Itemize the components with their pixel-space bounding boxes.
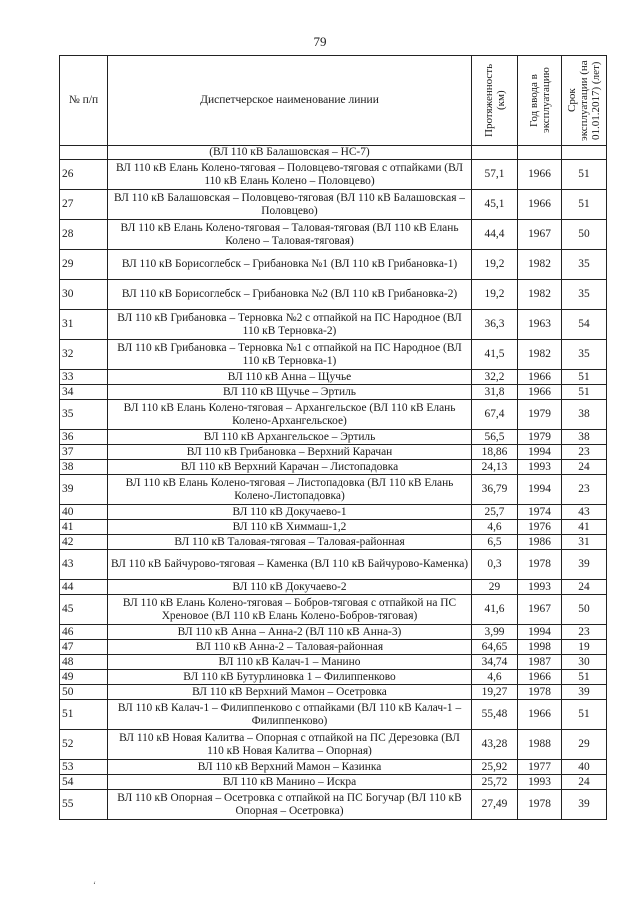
length-cell: 36,79 <box>472 475 518 505</box>
line-name-cell: ВЛ 110 кВ Калач-1 – Филиппенково с отпайками (ВЛ 110 кВ Калач-1 – Филиппенково) <box>108 700 472 730</box>
line-name-cell: ВЛ 110 кВ Бутурлиновка 1 – Филиппенково <box>108 670 472 685</box>
table-row <box>60 775 607 790</box>
table-row <box>60 505 607 520</box>
year-cell: 1966 <box>518 370 562 385</box>
row-number-cell: 47 <box>60 640 108 655</box>
term-cell: 51 <box>562 370 607 385</box>
table-row <box>60 700 607 730</box>
row-number-cell: 49 <box>60 670 108 685</box>
table-row <box>60 160 607 190</box>
year-cell: 1994 <box>518 445 562 460</box>
year-cell: 1974 <box>518 505 562 520</box>
table-row <box>60 580 607 595</box>
year-cell: 1966 <box>518 190 562 220</box>
year-cell: 1967 <box>518 220 562 250</box>
line-name-cell: ВЛ 110 кВ Верхний Мамон – Казинка <box>108 760 472 775</box>
table-row <box>60 340 607 370</box>
table-row <box>60 595 607 625</box>
year-cell: 1993 <box>518 775 562 790</box>
year-cell: 1967 <box>518 595 562 625</box>
row-number-cell: 30 <box>60 280 108 310</box>
line-name-cell: ВЛ 110 кВ Новая Калитва – Опорная с отпайкой на ПС Дерезовка (ВЛ 110 кВ Новая Калитва – Опорная) <box>108 730 472 760</box>
length-cell: 32,2 <box>472 370 518 385</box>
year-cell: 1986 <box>518 535 562 550</box>
table-row <box>60 640 607 655</box>
term-cell: 43 <box>562 505 607 520</box>
term-cell: 24 <box>562 775 607 790</box>
row-number-cell: 33 <box>60 370 108 385</box>
year-cell: 1966 <box>518 160 562 190</box>
term-cell: 39 <box>562 790 607 820</box>
length-cell: 36,3 <box>472 310 518 340</box>
line-name-cell: ВЛ 110 кВ Архангельское – Эртиль <box>108 430 472 445</box>
table-row <box>60 430 607 445</box>
line-name-cell: ВЛ 110 кВ Анна – Щучье <box>108 370 472 385</box>
length-cell: 34,74 <box>472 655 518 670</box>
row-number-cell: 32 <box>60 340 108 370</box>
row-number-cell: 45 <box>60 595 108 625</box>
length-cell: 56,5 <box>472 430 518 445</box>
length-cell: 25,72 <box>472 775 518 790</box>
length-cell: 6,5 <box>472 535 518 550</box>
row-number-cell: 55 <box>60 790 108 820</box>
year-cell: 1994 <box>518 625 562 640</box>
line-name-cell: ВЛ 110 кВ Калач-1 – Манино <box>108 655 472 670</box>
term-cell: 30 <box>562 655 607 670</box>
header-term <box>562 56 607 146</box>
year-cell: 1966 <box>518 670 562 685</box>
year-cell: 1993 <box>518 580 562 595</box>
year-cell: 1994 <box>518 475 562 505</box>
table-row <box>60 280 607 310</box>
term-cell: 41 <box>562 520 607 535</box>
term-cell: 50 <box>562 220 607 250</box>
line-name-cell: ВЛ 110 кВ Таловая-тяговая – Таловая-районная <box>108 535 472 550</box>
header-year <box>518 56 562 146</box>
term-cell: 23 <box>562 445 607 460</box>
term-cell: 24 <box>562 460 607 475</box>
line-name-cell: ВЛ 110 кВ Докучаево-2 <box>108 580 472 595</box>
term-cell: 38 <box>562 430 607 445</box>
row-number-cell: 43 <box>60 550 108 580</box>
year-cell: 1977 <box>518 760 562 775</box>
continuation-year-cell <box>518 146 562 160</box>
row-number-cell: 54 <box>60 775 108 790</box>
row-number-cell: 38 <box>60 460 108 475</box>
term-cell: 29 <box>562 730 607 760</box>
year-cell: 1998 <box>518 640 562 655</box>
line-name-cell: ВЛ 110 кВ Елань Колено-тяговая – Архангельское (ВЛ 110 кВ Елань Колено-Архангельское) <box>108 400 472 430</box>
row-number-cell: 26 <box>60 160 108 190</box>
term-cell: 23 <box>562 475 607 505</box>
length-cell: 27,49 <box>472 790 518 820</box>
term-cell: 23 <box>562 625 607 640</box>
length-cell: 18,86 <box>472 445 518 460</box>
table-row <box>60 550 607 580</box>
length-cell: 57,1 <box>472 160 518 190</box>
row-number-cell: 27 <box>60 190 108 220</box>
line-name-cell: ВЛ 110 кВ Манино – Искра <box>108 775 472 790</box>
row-number-cell: 39 <box>60 475 108 505</box>
length-cell: 25,92 <box>472 760 518 775</box>
term-cell: 51 <box>562 700 607 730</box>
year-cell: 1988 <box>518 730 562 760</box>
row-number-cell: 28 <box>60 220 108 250</box>
length-cell: 0,3 <box>472 550 518 580</box>
row-number-cell: 35 <box>60 400 108 430</box>
table-row <box>60 400 607 430</box>
row-number-cell: 53 <box>60 760 108 775</box>
table-row <box>60 460 607 475</box>
term-cell: 19 <box>562 640 607 655</box>
length-cell: 55,48 <box>472 700 518 730</box>
row-number-cell: 42 <box>60 535 108 550</box>
row-number-cell: 46 <box>60 625 108 640</box>
term-cell: 50 <box>562 595 607 625</box>
line-name-cell: ВЛ 110 кВ Анна-2 – Таловая-районная <box>108 640 472 655</box>
length-cell: 29 <box>472 580 518 595</box>
line-name-cell: ВЛ 110 кВ Верхний Мамон – Осетровка <box>108 685 472 700</box>
header-length-text: Протяженность (км) <box>482 63 507 138</box>
table-row <box>60 385 607 400</box>
line-name-cell: ВЛ 110 кВ Елань Колено-тяговая – Таловая-тяговая (ВЛ 110 кВ Елань Колено – Таловая-тяговая) <box>108 220 472 250</box>
year-cell: 1982 <box>518 340 562 370</box>
year-cell: 1976 <box>518 520 562 535</box>
table-row <box>60 310 607 340</box>
continuation-row <box>60 146 607 160</box>
line-name-cell: ВЛ 110 кВ Химмаш-1,2 <box>108 520 472 535</box>
line-name-cell: ВЛ 110 кВ Борисоглебск – Грибановка №2 (ВЛ 110 кВ Грибановка-2) <box>108 280 472 310</box>
term-cell: 51 <box>562 670 607 685</box>
continuation-num-cell <box>60 146 108 160</box>
year-cell: 1982 <box>518 250 562 280</box>
term-cell: 35 <box>562 250 607 280</box>
length-cell: 44,4 <box>472 220 518 250</box>
header-length <box>472 56 518 146</box>
line-name-cell: ВЛ 110 кВ Елань Колено-тяговая – Листопадовка (ВЛ 110 кВ Елань Колено-Листопадовка) <box>108 475 472 505</box>
term-cell: 54 <box>562 310 607 340</box>
line-name-cell: ВЛ 110 кВ Опорная – Осетровка с отпайкой на ПС Богучар (ВЛ 110 кВ Опорная – Осетровка) <box>108 790 472 820</box>
page-number: 79 <box>313 34 327 49</box>
length-cell: 19,2 <box>472 250 518 280</box>
row-number-cell: 41 <box>60 520 108 535</box>
row-number-cell: 40 <box>60 505 108 520</box>
length-cell: 4,6 <box>472 670 518 685</box>
scan-mark: ‘ <box>93 880 96 890</box>
term-cell: 24 <box>562 580 607 595</box>
table-row <box>60 535 607 550</box>
length-cell: 31,8 <box>472 385 518 400</box>
table-row <box>60 220 607 250</box>
row-number-cell: 31 <box>60 310 108 340</box>
line-name-cell: ВЛ 110 кВ Борисоглебск – Грибановка №1 (ВЛ 110 кВ Грибановка-1) <box>108 250 472 280</box>
term-cell: 39 <box>562 550 607 580</box>
row-number-cell: 34 <box>60 385 108 400</box>
table-row <box>60 655 607 670</box>
row-number-cell: 52 <box>60 730 108 760</box>
length-cell: 25,7 <box>472 505 518 520</box>
line-name-cell: ВЛ 110 кВ Грибановка – Верхний Карачан <box>108 445 472 460</box>
line-name-cell: ВЛ 110 кВ Грибановка – Терновка №2 с отпайкой на ПС Народное (ВЛ 110 кВ Терновка-2) <box>108 310 472 340</box>
continuation-term-cell <box>562 146 607 160</box>
year-cell: 1982 <box>518 280 562 310</box>
year-cell: 1978 <box>518 550 562 580</box>
year-cell: 1963 <box>518 310 562 340</box>
table-row <box>60 475 607 505</box>
row-number-cell: 37 <box>60 445 108 460</box>
table-row <box>60 790 607 820</box>
row-number-cell: 29 <box>60 250 108 280</box>
year-cell: 1966 <box>518 700 562 730</box>
line-name-cell: ВЛ 110 кВ Анна – Анна-2 (ВЛ 110 кВ Анна-3) <box>108 625 472 640</box>
line-name-cell: ВЛ 110 кВ Верхний Карачан – Листопадовка <box>108 460 472 475</box>
line-name-cell: ВЛ 110 кВ Елань Колено-тяговая – Половцево-тяговая с отпайками (ВЛ 110 кВ Елань Колено – Половцево) <box>108 160 472 190</box>
length-cell: 19,27 <box>472 685 518 700</box>
year-cell: 1978 <box>518 790 562 820</box>
term-cell: 39 <box>562 685 607 700</box>
table-header-row <box>60 56 607 146</box>
row-number-cell: 51 <box>60 700 108 730</box>
table-row <box>60 250 607 280</box>
year-cell: 1987 <box>518 655 562 670</box>
term-cell: 40 <box>562 760 607 775</box>
line-name-cell: ВЛ 110 кВ Байчурово-тяговая – Каменка (ВЛ 110 кВ Байчурово-Каменка) <box>108 550 472 580</box>
table-row <box>60 760 607 775</box>
term-cell: 51 <box>562 385 607 400</box>
table-row <box>60 520 607 535</box>
length-cell: 64,65 <box>472 640 518 655</box>
header-year-text: Год ввода в эксплуатацию <box>527 67 552 134</box>
row-number-cell: 44 <box>60 580 108 595</box>
term-cell: 38 <box>562 400 607 430</box>
term-cell: 35 <box>562 340 607 370</box>
length-cell: 41,5 <box>472 340 518 370</box>
year-cell: 1979 <box>518 430 562 445</box>
length-cell: 43,28 <box>472 730 518 760</box>
row-number-cell: 36 <box>60 430 108 445</box>
line-name-cell: ВЛ 110 кВ Балашовская – Половцево-тяговая (ВЛ 110 кВ Балашовская – Половцево) <box>108 190 472 220</box>
table-row <box>60 685 607 700</box>
length-cell: 4,6 <box>472 520 518 535</box>
line-name-cell: ВЛ 110 кВ Докучаево-1 <box>108 505 472 520</box>
continuation-name-cell: (ВЛ 110 кВ Балашовская – НС-7) <box>108 146 472 160</box>
line-name-cell: ВЛ 110 кВ Грибановка – Терновка №1 с отпайкой на ПС Народное (ВЛ 110 кВ Терновка-1) <box>108 340 472 370</box>
continuation-length-cell <box>472 146 518 160</box>
power-lines-table <box>59 55 607 820</box>
term-cell: 31 <box>562 535 607 550</box>
header-term-text: Срок эксплуатации (на 01.01.2017) (лет) <box>566 60 602 141</box>
term-cell: 51 <box>562 190 607 220</box>
line-name-cell: ВЛ 110 кВ Щучье – Эртиль <box>108 385 472 400</box>
line-name-cell: ВЛ 110 кВ Елань Колено-тяговая – Бобров-тяговая с отпайкой на ПС Хреновое (ВЛ 110 кВ Елань Колено-Бобров-тяговая) <box>108 595 472 625</box>
table-row <box>60 370 607 385</box>
header-line-name: Диспетчерское наименование линии <box>108 56 472 146</box>
length-cell: 41,6 <box>472 595 518 625</box>
row-number-cell: 48 <box>60 655 108 670</box>
table-row <box>60 625 607 640</box>
table-row <box>60 670 607 685</box>
year-cell: 1979 <box>518 400 562 430</box>
year-cell: 1978 <box>518 685 562 700</box>
table-row <box>60 445 607 460</box>
term-cell: 51 <box>562 160 607 190</box>
length-cell: 3,99 <box>472 625 518 640</box>
length-cell: 24,13 <box>472 460 518 475</box>
row-number-cell: 50 <box>60 685 108 700</box>
term-cell: 35 <box>562 280 607 310</box>
length-cell: 67,4 <box>472 400 518 430</box>
table-row <box>60 190 607 220</box>
length-cell: 45,1 <box>472 190 518 220</box>
table-row <box>60 730 607 760</box>
header-number: № п/п <box>60 56 108 146</box>
length-cell: 19,2 <box>472 280 518 310</box>
year-cell: 1966 <box>518 385 562 400</box>
year-cell: 1993 <box>518 460 562 475</box>
